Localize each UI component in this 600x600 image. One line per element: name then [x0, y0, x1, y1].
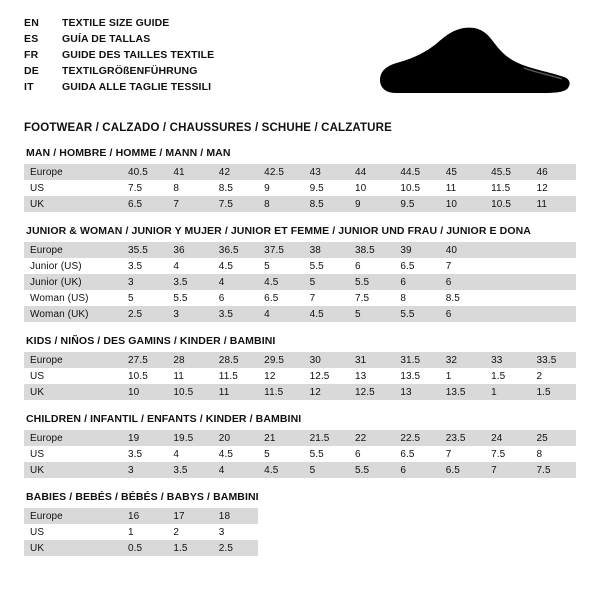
group-heading: MAN / HOMBRE / HOMME / MANN / MAN	[26, 147, 231, 159]
table-row	[24, 164, 576, 180]
cell: 3	[122, 274, 167, 290]
table-row	[24, 196, 576, 212]
cell	[304, 524, 349, 540]
page-header	[0, 0, 600, 112]
row-label: Europe	[24, 430, 122, 446]
language-title-list	[24, 16, 214, 96]
cell: 5.5	[304, 446, 349, 462]
cell	[258, 540, 303, 556]
cell	[304, 540, 349, 556]
cell: 41	[167, 164, 212, 180]
cell: 3.5	[122, 446, 167, 462]
cell: 6	[440, 306, 485, 322]
cell: 36	[167, 242, 212, 258]
cell	[258, 508, 303, 524]
language-row	[24, 16, 214, 32]
cell: 27.5	[122, 352, 167, 368]
group-children	[24, 400, 576, 478]
cell: 22.5	[394, 430, 439, 446]
table-row	[24, 274, 576, 290]
language-row	[24, 32, 214, 48]
cell: 11	[167, 368, 212, 384]
cell: 4	[167, 258, 212, 274]
table-row	[24, 446, 576, 462]
cell: 37.5	[258, 242, 303, 258]
row-label: Junior (US)	[24, 258, 122, 274]
cell: 7	[485, 462, 530, 478]
cell: 7	[440, 258, 485, 274]
size-table-junior-woman	[24, 242, 576, 322]
cell: 7	[440, 446, 485, 462]
cell: 13	[394, 384, 439, 400]
cell: 3.5	[122, 258, 167, 274]
row-label: UK	[24, 196, 122, 212]
cell: 4.5	[213, 258, 258, 274]
row-label: Europe	[24, 242, 122, 258]
cell	[394, 508, 439, 524]
table-row	[24, 290, 576, 306]
cell: 24	[485, 430, 530, 446]
cell: 12	[258, 368, 303, 384]
cell: 6	[349, 258, 394, 274]
cell: 9.5	[394, 196, 439, 212]
language-code: EN	[24, 17, 39, 29]
size-table-body	[24, 508, 576, 556]
cell: 6	[349, 446, 394, 462]
cell: 8.5	[440, 290, 485, 306]
table-row	[24, 306, 576, 322]
cell: 7	[304, 290, 349, 306]
cell	[485, 306, 530, 322]
table-row	[24, 368, 576, 384]
cell	[531, 540, 576, 556]
cell: 7	[167, 196, 212, 212]
cell: 17	[167, 508, 212, 524]
row-label: US	[24, 446, 122, 462]
cell: 44	[349, 164, 394, 180]
cell: 6.5	[394, 446, 439, 462]
cell: 40	[440, 242, 485, 258]
cell: 19.5	[167, 430, 212, 446]
cell: 4	[213, 274, 258, 290]
table-row	[24, 384, 576, 400]
cell: 12.5	[304, 368, 349, 384]
cell: 33	[485, 352, 530, 368]
cell: 11.5	[258, 384, 303, 400]
language-row	[24, 80, 214, 96]
cell	[531, 258, 576, 274]
cell: 6	[394, 274, 439, 290]
cell: 2.5	[122, 306, 167, 322]
cell: 4.5	[213, 446, 258, 462]
cell: 6.5	[394, 258, 439, 274]
cell: 10.5	[167, 384, 212, 400]
cell: 4.5	[304, 306, 349, 322]
row-label: Junior (UK)	[24, 274, 122, 290]
table-row	[24, 508, 576, 524]
cell: 10	[349, 180, 394, 196]
language-title: TEXTILE SIZE GUIDE	[62, 17, 170, 29]
table-row	[24, 540, 576, 556]
cell	[531, 290, 576, 306]
cell: 11.5	[485, 180, 530, 196]
size-table-kids	[24, 352, 576, 400]
size-table-body	[24, 242, 576, 322]
cell: 1	[128, 526, 134, 538]
row-label: Woman (UK)	[24, 306, 122, 322]
group-kids	[24, 322, 576, 400]
group-man	[24, 134, 576, 212]
cell: 13.5	[394, 368, 439, 384]
cell: 40.5	[122, 164, 167, 180]
cell: 23.5	[440, 430, 485, 446]
cell: 2	[173, 526, 180, 538]
cell: 7.5	[349, 290, 394, 306]
cell: 35.5	[122, 242, 167, 258]
cell	[485, 242, 530, 258]
cell: 7.5	[213, 196, 258, 212]
cell	[485, 274, 530, 290]
group-heading: CHILDREN / INFANTIL / ENFANTS / KINDER / BAMBINI	[26, 413, 302, 425]
cell: 8	[394, 290, 439, 306]
cell: 5	[258, 446, 303, 462]
cell: 29.5	[258, 352, 303, 368]
row-label: UK	[24, 462, 122, 478]
size-table-body	[24, 164, 576, 212]
language-title: GUIDE DES TAILLES TEXTILE	[62, 49, 215, 61]
cell: 12.5	[349, 384, 394, 400]
table-row	[24, 462, 576, 478]
cell: 5	[304, 274, 349, 290]
cell: 39	[394, 242, 439, 258]
group-junior-woman	[24, 212, 576, 322]
language-code: IT	[24, 81, 34, 93]
cell: 5	[304, 462, 349, 478]
size-table-children	[24, 430, 576, 478]
cell: 42.5	[258, 164, 303, 180]
cell: 6	[394, 462, 439, 478]
size-table-babies	[24, 508, 576, 556]
table-row	[24, 242, 576, 258]
cell: 11	[213, 384, 258, 400]
cell	[485, 524, 530, 540]
cell: 38.5	[349, 242, 394, 258]
cell: 9.5	[304, 180, 349, 196]
cell: 1.5	[485, 368, 530, 384]
cell	[531, 242, 576, 258]
cell: 45	[440, 164, 485, 180]
size-table-body	[24, 430, 576, 478]
cell: 10	[122, 384, 167, 400]
cell: 21.5	[304, 430, 349, 446]
cell: 32	[440, 352, 485, 368]
table-row	[24, 430, 576, 446]
cell: 0.5	[122, 540, 167, 556]
cell: 30	[304, 352, 349, 368]
cell: 3.5	[213, 306, 258, 322]
cell: 12	[304, 384, 349, 400]
language-title-list-body	[24, 16, 214, 96]
cell: 25	[531, 430, 576, 446]
cell: 5	[258, 258, 303, 274]
cell	[394, 524, 439, 540]
cell: 5	[349, 306, 394, 322]
cell: 31	[349, 352, 394, 368]
row-label: Woman (US)	[24, 290, 122, 306]
cell: 3	[122, 462, 167, 478]
row-label: UK	[24, 540, 122, 556]
page-title: FOOTWEAR / CALZADO / CHAUSSURES / SCHUHE / CALZATURE	[24, 122, 392, 134]
cell: 6	[213, 290, 258, 306]
group-heading: KIDS / NIÑOS / DES GAMINS / KINDER / BAMBINI	[26, 335, 276, 347]
cell	[531, 306, 576, 322]
cell: 13.5	[440, 384, 485, 400]
table-row	[24, 524, 576, 540]
cell: 42	[213, 164, 258, 180]
cell: 11.5	[213, 368, 258, 384]
cell	[440, 524, 485, 540]
language-code: FR	[24, 49, 39, 61]
cell	[349, 508, 394, 524]
cell: 38	[304, 242, 349, 258]
cell: 8	[258, 196, 303, 212]
cell: 5.5	[394, 306, 439, 322]
table-row	[24, 352, 576, 368]
cell: 5.5	[304, 258, 349, 274]
cell: 7.5	[485, 446, 530, 462]
group-heading: JUNIOR & WOMAN / JUNIOR Y MUJER / JUNIOR ET FEMME / JUNIOR UND FRAU / JUNIOR E DONA	[26, 225, 531, 237]
cell: 8	[531, 446, 576, 462]
row-label: US	[30, 526, 45, 538]
cell: 3	[167, 306, 212, 322]
cell	[440, 540, 485, 556]
cell	[485, 290, 530, 306]
row-label: US	[24, 180, 122, 196]
size-table-body	[24, 352, 576, 400]
cell: 20	[213, 430, 258, 446]
cell: 46	[531, 164, 576, 180]
cell	[349, 540, 394, 556]
cell	[531, 274, 576, 290]
size-table-man	[24, 164, 576, 212]
cell: 11	[440, 180, 485, 196]
cell	[440, 508, 485, 524]
cell: 7.5	[531, 462, 576, 478]
cell: 8	[167, 180, 212, 196]
cell: 44.5	[394, 164, 439, 180]
cell: 31.5	[394, 352, 439, 368]
cell: 6.5	[122, 196, 167, 212]
cell: 16	[122, 508, 167, 524]
cell: 10.5	[122, 368, 167, 384]
row-label: Europe	[24, 352, 122, 368]
group-babies	[24, 478, 576, 556]
cell: 3.5	[167, 462, 212, 478]
cell: 3	[218, 526, 225, 538]
language-title: GUÍA DE TALLAS	[62, 33, 151, 45]
cell	[394, 540, 439, 556]
dress-shoe-icon	[374, 22, 574, 100]
cell	[485, 258, 530, 274]
cell	[485, 540, 530, 556]
language-row	[24, 48, 214, 64]
cell: 4.5	[258, 462, 303, 478]
cell	[349, 524, 394, 540]
language-code: DE	[24, 65, 39, 77]
row-label: UK	[24, 384, 122, 400]
cell: 5.5	[167, 290, 212, 306]
row-label: Europe	[24, 164, 122, 180]
cell: 9	[258, 180, 303, 196]
cell: 13	[349, 368, 394, 384]
language-code: ES	[24, 33, 39, 45]
cell: 10	[440, 196, 485, 212]
row-label: US	[24, 368, 122, 384]
cell: 4	[167, 446, 212, 462]
cell: 6.5	[440, 462, 485, 478]
cell	[304, 508, 349, 524]
row-label: Europe	[24, 508, 122, 524]
dress-shoe-icon-svg	[374, 22, 574, 100]
language-title: TEXTILGRÖßENFÜHRUNG	[62, 65, 198, 77]
cell: 3.5	[167, 274, 212, 290]
cell: 6.5	[258, 290, 303, 306]
cell: 5.5	[349, 274, 394, 290]
cell: 43	[304, 164, 349, 180]
cell: 28.5	[213, 352, 258, 368]
cell: 12	[531, 180, 576, 196]
cell: 19	[122, 430, 167, 446]
cell: 28	[167, 352, 212, 368]
cell: 8.5	[304, 196, 349, 212]
cell: 21	[258, 430, 303, 446]
cell	[531, 508, 576, 524]
language-title: GUIDA ALLE TAGLIE TESSILI	[62, 81, 212, 93]
cell: 18	[213, 508, 258, 524]
cell: 4.5	[258, 274, 303, 290]
cell: 5.5	[349, 462, 394, 478]
cell: 10.5	[394, 180, 439, 196]
language-row	[24, 64, 214, 80]
cell: 4	[258, 306, 303, 322]
cell: 36.5	[213, 242, 258, 258]
cell: 2.5	[213, 540, 258, 556]
cell: 33.5	[531, 352, 576, 368]
cell: 2	[531, 368, 576, 384]
cell: 7.5	[122, 180, 167, 196]
cell: 5	[122, 290, 167, 306]
cell: 10.5	[485, 196, 530, 212]
cell: 6	[440, 274, 485, 290]
cell: 1	[485, 384, 530, 400]
cell: 9	[349, 196, 394, 212]
cell	[531, 524, 576, 540]
group-heading: BABIES / BEBÉS / BÉBÉS / BABYS / BAMBINI	[26, 491, 259, 503]
cell: 8.5	[213, 180, 258, 196]
cell: 11	[531, 196, 576, 212]
cell	[485, 508, 530, 524]
cell: 1.5	[531, 384, 576, 400]
cell: 22	[349, 430, 394, 446]
table-row	[24, 258, 576, 274]
cell: 4	[213, 462, 258, 478]
cell: 1.5	[167, 540, 212, 556]
cell: 45.5	[485, 164, 530, 180]
cell: 1	[440, 368, 485, 384]
table-row	[24, 180, 576, 196]
cell	[258, 524, 303, 540]
